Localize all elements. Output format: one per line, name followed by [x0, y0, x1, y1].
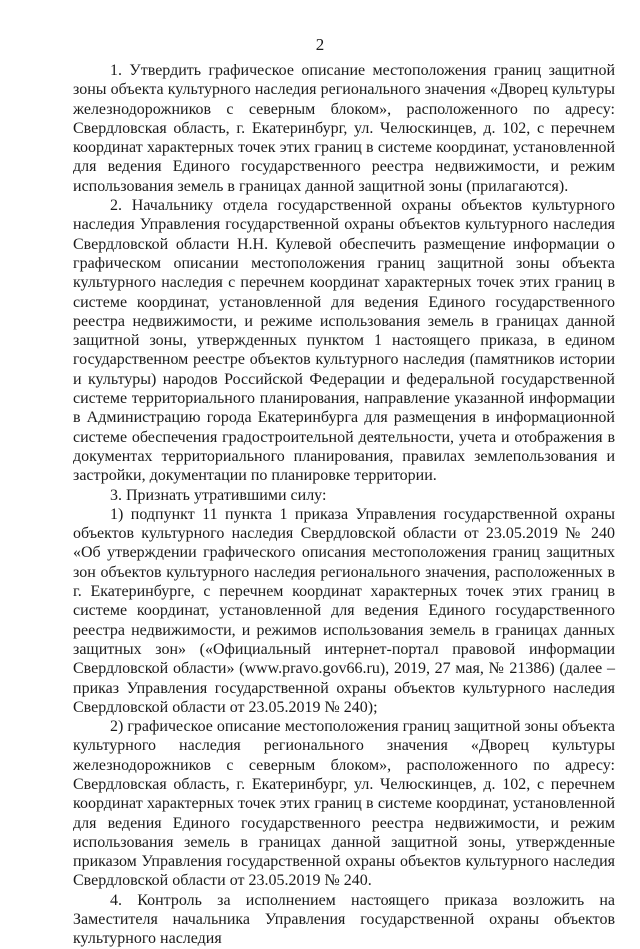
paragraph-item-1: 1. Утвердить графическое описание местоположения границ защитной зоны объекта культурного наследия регионального значения «Дворец культуры железнодорожников с северным блоком», расположенного по адресу: Свердловская область, г. Екатеринбург, ул. Челюскинцев, д. 102, с перечнем координат характерных точек этих границ в системе координат, установленной для ведения Единого государственного реестра недвижимости, и режим использования земель в границах данной защитной зоны (прилагаются). [73, 62, 615, 195]
paragraph-subitem-3-1: 1) подпункт 11 пункта 1 приказа Управления государственной охраны объектов культурного наследия Свердловской области от 23.05.2019 № 240 «Об утверждении графического описания местоположения границ защитных зон объектов культурного наследия регионального значения, расположенных в г. Екатеринбурге, с перечнем координат характерных точек этих границ в системе координат, установленной для ведения Единого государственного реестра недвижимости, и режимов использования земель в границах данных защитных зон» («Официальный интернет-портал правовой информации Свердловской области» (www.pravo.gov66.ru), 2019, 27 мая, № 21386) (далее – приказ Управления государственной охраны объектов культурного наследия Свердловской области от 23.05.2019 № 240); [73, 505, 615, 716]
paragraph-subitem-3-2: 2) графическое описание местоположения границ защитной зоны объекта культурного наследия регионального значения «Дворец культуры железнодорожников с северным блоком», расположенного по адресу: Свердловская область, г. Екатеринбург, ул. Челюскинцев, д. 102, с перечнем координат характерных точек этих границ в системе координат, установленной для ведения Единого государственного реестра недвижимости, и режим использования земель в границах данной защитной зоны, утвержденные приказом Управления государственной охраны объектов культурного наследия Свердловской области от 23.05.2019 № 240. [73, 718, 615, 890]
paragraph-item-4: 4. Контроль за исполнением настоящего приказа возложить на Заместителя начальника Управления государственной охраны объектов культурного наследия [73, 891, 615, 948]
paragraph-item-2: 2. Начальнику отдела государственной охраны объектов культурного наследия Управления государственной охраны объектов культурного наследия Свердловской области Н.Н. Кулевой обеспечить размещение информации о графическом описании местоположения границ защитной зоны объекта культурного наследия с перечнем координат характерных точек этих границ в системе координат, установленной для ведения Единого государственного реестра недвижимости, и режиме использования земель в границах данной защитной зоны, утвержденных пунктом 1 настоящего приказа, в едином государственном реестре объектов культурного наследия (памятников истории и культуры) народов Российской Федерации и федеральной государственной системе территориального планирования, направление указанной информации в Администрацию города Екатеринбурга для размещения в информационной системе обеспечения градостроительной деятельности, учета и отображения в документах территориального планирования, правилах землепользования и застройки, документации по планировке территории. [73, 197, 615, 485]
page-number: 2 [315, 35, 325, 54]
paragraph-item-3: 3. Признать утратившими силу: [110, 486, 327, 504]
document-body [73, 61, 615, 949]
